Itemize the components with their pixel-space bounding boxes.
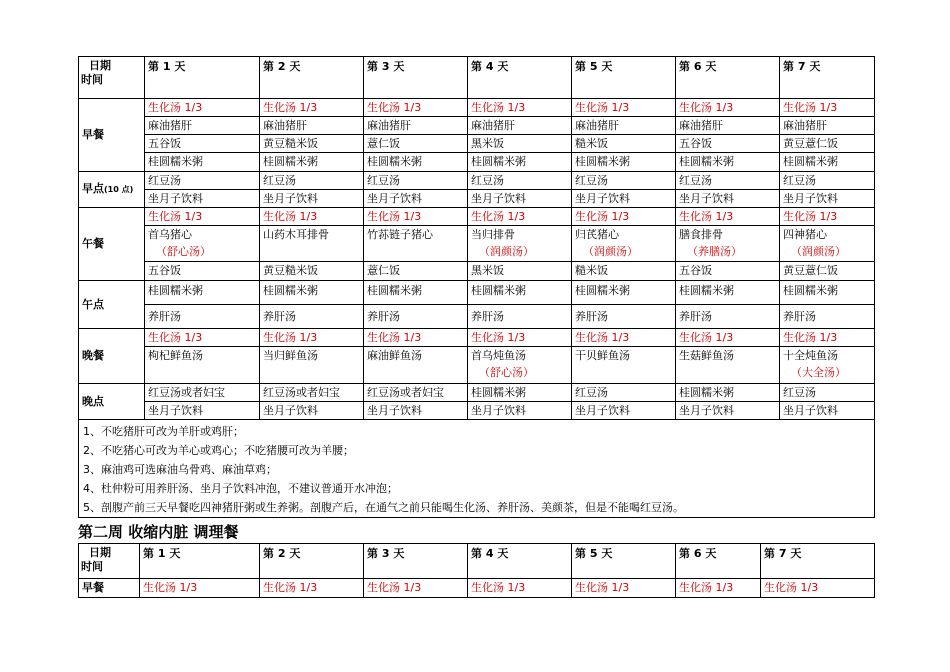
- week2-date-time-header: [79, 544, 140, 579]
- lunch-item: [572, 226, 675, 262]
- snack10-day7: [780, 172, 875, 208]
- week2-breakfast-item: 生化汤 1/3: [572, 579, 676, 598]
- breakfast-item: 五谷饭: [145, 135, 259, 153]
- week2-breakfast-item: 生化汤 1/3: [260, 579, 364, 598]
- breakfast-item: 桂圆糯米粥: [263, 155, 318, 168]
- afternoon-item: 桂圆糯米粥: [260, 281, 363, 305]
- afternoon-day1: [145, 281, 260, 329]
- meal-label-breakfast: 早餐: [79, 99, 145, 172]
- snack-item: 红豆汤: [364, 172, 467, 190]
- lunch-item: [780, 226, 874, 262]
- night-item: 坐月子饮料: [367, 404, 422, 417]
- day-header: 第 5 天: [572, 544, 676, 579]
- afternoon-item: 养肝汤: [783, 310, 816, 323]
- week2-breakfast-item: 生化汤 1/3: [364, 579, 468, 598]
- snack-item: 坐月子饮料: [783, 192, 838, 205]
- snack-item: 坐月子饮料: [367, 192, 422, 205]
- dinner-item: 生化汤 1/3: [145, 329, 259, 347]
- lunch-dish: 膳食排骨: [679, 228, 723, 241]
- lunch-item: 生化汤 1/3: [676, 208, 779, 226]
- lunch-item: 生化汤 1/3: [468, 208, 571, 226]
- lunch-item: 黄豆糙米饭: [263, 264, 318, 277]
- lunch-item: 生化汤 1/3: [145, 208, 259, 226]
- afternoon-item: 桂圆糯米粥: [468, 281, 571, 305]
- dinner-day2: [260, 329, 364, 384]
- afternoon-day7: [780, 281, 875, 329]
- dinner-item: [676, 347, 779, 383]
- date-label: 日期: [89, 59, 111, 72]
- breakfast-item: 桂圆糯米粥: [471, 155, 526, 168]
- breakfast-item: 麻油猪肝: [145, 117, 259, 135]
- breakfast-item: 桂圆糯米粥: [148, 155, 203, 168]
- breakfast-day7: [780, 99, 875, 172]
- lunch-day4: [468, 208, 572, 281]
- night-item: 红豆汤或者妇宝: [364, 384, 467, 402]
- breakfast-day1: [145, 99, 260, 172]
- day-header: 第 4 天: [468, 57, 572, 99]
- dinner-day7: [780, 329, 875, 384]
- dinner-item: [780, 347, 874, 383]
- breakfast-item: 桂圆糯米粥: [575, 155, 630, 168]
- breakfast-item: 麻油猪肝: [676, 117, 779, 135]
- week2-breakfast-item: 生化汤 1/3: [676, 579, 761, 598]
- snack10-day1: [145, 172, 260, 208]
- afternoon-item: 桂圆糯米粥: [780, 281, 874, 305]
- afternoon-day4: [468, 281, 572, 329]
- note-item: 5、剖腹产前三天早餐吃四神猪肝粥或生养粥。剖腹产后，在通气之前只能喝生化汤、养肝汤、美颜茶，但是不能喝红豆汤。: [83, 501, 684, 514]
- dinner-item: [572, 347, 675, 383]
- night-day3: [364, 384, 468, 420]
- snack-item: 坐月子饮料: [575, 192, 630, 205]
- morning-snack-label: 早点: [82, 182, 104, 195]
- dinner-dish: 干贝鲜鱼汤: [575, 349, 630, 362]
- afternoon-item: 养肝汤: [367, 310, 400, 323]
- breakfast-item: 生化汤 1/3: [260, 99, 363, 117]
- afternoon-item: 桂圆糯米粥: [145, 281, 259, 305]
- snack-item: 坐月子饮料: [471, 192, 526, 205]
- night-day5: [572, 384, 676, 420]
- dinner-dish: 麻油鲜鱼汤: [367, 349, 422, 362]
- day-header: 第 2 天: [260, 57, 364, 99]
- day-header: 第 7 天: [780, 57, 875, 99]
- snack-item: 坐月子饮料: [679, 192, 734, 205]
- snack10-day4: [468, 172, 572, 208]
- note-item: 1、不吃猪肝可改为羊肝或鸡肝；: [83, 425, 244, 438]
- dinner-item: 生化汤 1/3: [364, 329, 467, 347]
- night-item: 红豆汤: [780, 384, 874, 402]
- dinner-item: 生化汤 1/3: [260, 329, 363, 347]
- meal-label-breakfast: 早餐: [79, 579, 140, 598]
- snack10-day5: [572, 172, 676, 208]
- day-header: 第 1 天: [145, 57, 260, 99]
- day-header: 第 6 天: [676, 544, 761, 579]
- dinner-day4: [468, 329, 572, 384]
- breakfast-item: 桂圆糯米粥: [367, 155, 422, 168]
- meal-label-dinner: 晚餐: [79, 329, 145, 384]
- night-item: 红豆汤或者妇宝: [145, 384, 259, 402]
- breakfast-item: 麻油猪肝: [468, 117, 571, 135]
- morning-snack-time: (10 点): [104, 185, 134, 194]
- night-item: 坐月子饮料: [471, 404, 526, 417]
- night-day7: [780, 384, 875, 420]
- meal-label-afternoon: 午点: [79, 281, 145, 329]
- lunch-day5: [572, 208, 676, 281]
- header-row: [79, 57, 875, 99]
- breakfast-item: 黄豆薏仁饭: [780, 135, 874, 153]
- breakfast-item: 生化汤 1/3: [145, 99, 259, 117]
- note-item: 4、杜仲粉可用养肝汤、坐月子饮料冲泡，不建议普通开水冲泡；: [83, 482, 398, 495]
- dinner-soup-note: （大全汤）: [791, 366, 846, 379]
- dinner-day1: [145, 329, 260, 384]
- lunch-item: 薏仁饭: [367, 264, 400, 277]
- snack-item: 红豆汤: [676, 172, 779, 190]
- notes-cell: [79, 420, 875, 518]
- night-day6: [676, 384, 780, 420]
- dinner-dish: 十全炖鱼汤: [783, 349, 838, 362]
- lunch-item: 糙米饭: [575, 264, 608, 277]
- night-item: 红豆汤: [572, 384, 675, 402]
- afternoon-item: 桂圆糯米粥: [676, 281, 779, 305]
- lunch-dish: 当归排骨: [471, 228, 515, 241]
- snack-item: 红豆汤: [572, 172, 675, 190]
- snack10-day2: [260, 172, 364, 208]
- lunch-item: 生化汤 1/3: [260, 208, 363, 226]
- lunch-soup-note: （润颜汤）: [583, 245, 638, 258]
- lunch-soup-note: （润颜汤）: [479, 245, 534, 258]
- week2-breakfast-row: [79, 579, 875, 598]
- breakfast-item: 麻油猪肝: [260, 117, 363, 135]
- dinner-day6: [676, 329, 780, 384]
- snack-item: 红豆汤: [260, 172, 363, 190]
- snack-item: 红豆汤: [145, 172, 259, 190]
- snack-item: 坐月子饮料: [263, 192, 318, 205]
- day-header: 第 5 天: [572, 57, 676, 99]
- dinner-item: 生化汤 1/3: [676, 329, 779, 347]
- dinner-item: 生化汤 1/3: [572, 329, 675, 347]
- lunch-day2: [260, 208, 364, 281]
- dinner-item: [145, 347, 259, 383]
- afternoon-item: 养肝汤: [148, 310, 181, 323]
- lunch-item: 生化汤 1/3: [364, 208, 467, 226]
- breakfast-item: 生化汤 1/3: [364, 99, 467, 117]
- night-item: 桂圆糯米粥: [676, 384, 779, 402]
- meal-label-lunch: 午餐: [79, 208, 145, 281]
- night-item: 桂圆糯米粥: [468, 384, 571, 402]
- lunch-soup-note: （润颜汤）: [791, 245, 846, 258]
- dinner-dish: 首乌炖鱼汤: [471, 349, 526, 362]
- afternoon-item: 养肝汤: [679, 310, 712, 323]
- afternoon-item: 养肝汤: [575, 310, 608, 323]
- dinner-item: [468, 347, 571, 383]
- breakfast-item: 麻油猪肝: [572, 117, 675, 135]
- lunch-item: [260, 226, 363, 262]
- lunch-dish: 山药木耳排骨: [263, 228, 329, 241]
- night-item: 坐月子饮料: [783, 404, 838, 417]
- breakfast-day3: [364, 99, 468, 172]
- lunch-day3: [364, 208, 468, 281]
- lunch-dish: 四神猪心: [783, 228, 827, 241]
- snack10-day3: [364, 172, 468, 208]
- afternoon-item: 桂圆糯米粥: [364, 281, 467, 305]
- week2-breakfast-item: 生化汤 1/3: [468, 579, 572, 598]
- lunch-day6: [676, 208, 780, 281]
- breakfast-day6: [676, 99, 780, 172]
- week2-header-row: [79, 544, 875, 579]
- breakfast-day2: [260, 99, 364, 172]
- breakfast-item: 五谷饭: [676, 135, 779, 153]
- breakfast-item: 桂圆糯米粥: [679, 155, 734, 168]
- dinner-item: 生化汤 1/3: [780, 329, 874, 347]
- notes-row: [79, 420, 875, 518]
- breakfast-day4: [468, 99, 572, 172]
- dinner-day5: [572, 329, 676, 384]
- lunch-item: 五谷饭: [148, 264, 181, 277]
- lunch-dish: 归芪猪心: [575, 228, 619, 241]
- lunch-day1: [145, 208, 260, 281]
- night-day1: [145, 384, 260, 420]
- week2-breakfast-item: 生化汤 1/3: [140, 579, 260, 598]
- breakfast-item: 麻油猪肝: [780, 117, 874, 135]
- breakfast-item: 生化汤 1/3: [676, 99, 779, 117]
- dinner-row: [79, 329, 875, 384]
- breakfast-item: 桂圆糯米粥: [783, 155, 838, 168]
- snack10-day6: [676, 172, 780, 208]
- lunch-dish: 首乌猪心: [148, 228, 192, 241]
- lunch-item: [676, 226, 779, 262]
- night-item: 坐月子饮料: [148, 404, 203, 417]
- lunch-item: 黄豆薏仁饭: [783, 264, 838, 277]
- breakfast-item: 生化汤 1/3: [572, 99, 675, 117]
- breakfast-item: 黑米饭: [468, 135, 571, 153]
- lunch-dish: 竹荪链子猪心: [367, 228, 433, 241]
- dinner-dish: 生菇鲜鱼汤: [679, 349, 734, 362]
- morning-snack-row: [79, 172, 875, 208]
- night-item: 坐月子饮料: [263, 404, 318, 417]
- week2-breakfast-item: 生化汤 1/3: [761, 579, 875, 598]
- night-day2: [260, 384, 364, 420]
- afternoon-day6: [676, 281, 780, 329]
- time-label: 时间: [81, 560, 103, 573]
- breakfast-item: 生化汤 1/3: [780, 99, 874, 117]
- afternoon-item: 养肝汤: [471, 310, 504, 323]
- lunch-item: [364, 226, 467, 262]
- note-item: 2、不吃猪心可改为羊心或鸡心；不吃猪腰可改为羊腰；: [83, 444, 354, 457]
- breakfast-item: 麻油猪肝: [364, 117, 467, 135]
- dinner-dish: 枸杞鲜鱼汤: [148, 349, 203, 362]
- lunch-item: 黑米饭: [471, 264, 504, 277]
- lunch-item: 生化汤 1/3: [780, 208, 874, 226]
- afternoon-day5: [572, 281, 676, 329]
- day-header: 第 7 天: [761, 544, 875, 579]
- afternoon-day3: [364, 281, 468, 329]
- dinner-item: 生化汤 1/3: [468, 329, 571, 347]
- night-item: 坐月子饮料: [679, 404, 734, 417]
- snack-item: 红豆汤: [468, 172, 571, 190]
- breakfast-item: 黄豆糙米饭: [260, 135, 363, 153]
- lunch-soup-note: （舒心汤）: [156, 245, 211, 258]
- day-header: 第 1 天: [140, 544, 260, 579]
- lunch-row: [79, 208, 875, 281]
- day-header: 第 6 天: [676, 57, 780, 99]
- afternoon-item: 桂圆糯米粥: [572, 281, 675, 305]
- afternoon-snack-row: [79, 281, 875, 329]
- day-header: 第 4 天: [468, 544, 572, 579]
- day-header: 第 3 天: [364, 544, 468, 579]
- meal-label-morning-snack: [79, 172, 145, 208]
- afternoon-day2: [260, 281, 364, 329]
- lunch-item: 生化汤 1/3: [572, 208, 675, 226]
- breakfast-item: 糙米饭: [572, 135, 675, 153]
- lunch-item: [468, 226, 571, 262]
- lunch-soup-note: （养膳汤）: [687, 245, 742, 258]
- dinner-dish: 当归鲜鱼汤: [263, 349, 318, 362]
- dinner-item: [260, 347, 363, 383]
- lunch-item: [145, 226, 259, 262]
- night-day4: [468, 384, 572, 420]
- date-time-header: [79, 57, 145, 99]
- date-label: 日期: [89, 546, 111, 559]
- week2-meal-table: [78, 543, 875, 598]
- breakfast-item: 薏仁饭: [364, 135, 467, 153]
- night-snack-row: [79, 384, 875, 420]
- time-label: 时间: [81, 73, 103, 86]
- lunch-item: 五谷饭: [679, 264, 712, 277]
- snack-item: 坐月子饮料: [148, 192, 203, 205]
- week2-title: 第二周 收缩内脏 调理餐: [78, 523, 239, 541]
- week1-meal-table: [78, 56, 875, 518]
- day-header: 第 2 天: [260, 544, 364, 579]
- dinner-soup-note: （舒心汤）: [479, 366, 534, 379]
- lunch-day7: [780, 208, 875, 281]
- note-item: 3、麻油鸡可选麻油乌骨鸡、麻油草鸡；: [83, 463, 277, 476]
- night-item: 坐月子饮料: [575, 404, 630, 417]
- day-header: 第 3 天: [364, 57, 468, 99]
- meal-label-night: 晚点: [79, 384, 145, 420]
- dinner-item: [364, 347, 467, 383]
- breakfast-day5: [572, 99, 676, 172]
- breakfast-row: [79, 99, 875, 172]
- afternoon-item: 养肝汤: [263, 310, 296, 323]
- snack-item: 红豆汤: [780, 172, 874, 190]
- dinner-day3: [364, 329, 468, 384]
- breakfast-item: 生化汤 1/3: [468, 99, 571, 117]
- night-item: 红豆汤或者妇宝: [260, 384, 363, 402]
